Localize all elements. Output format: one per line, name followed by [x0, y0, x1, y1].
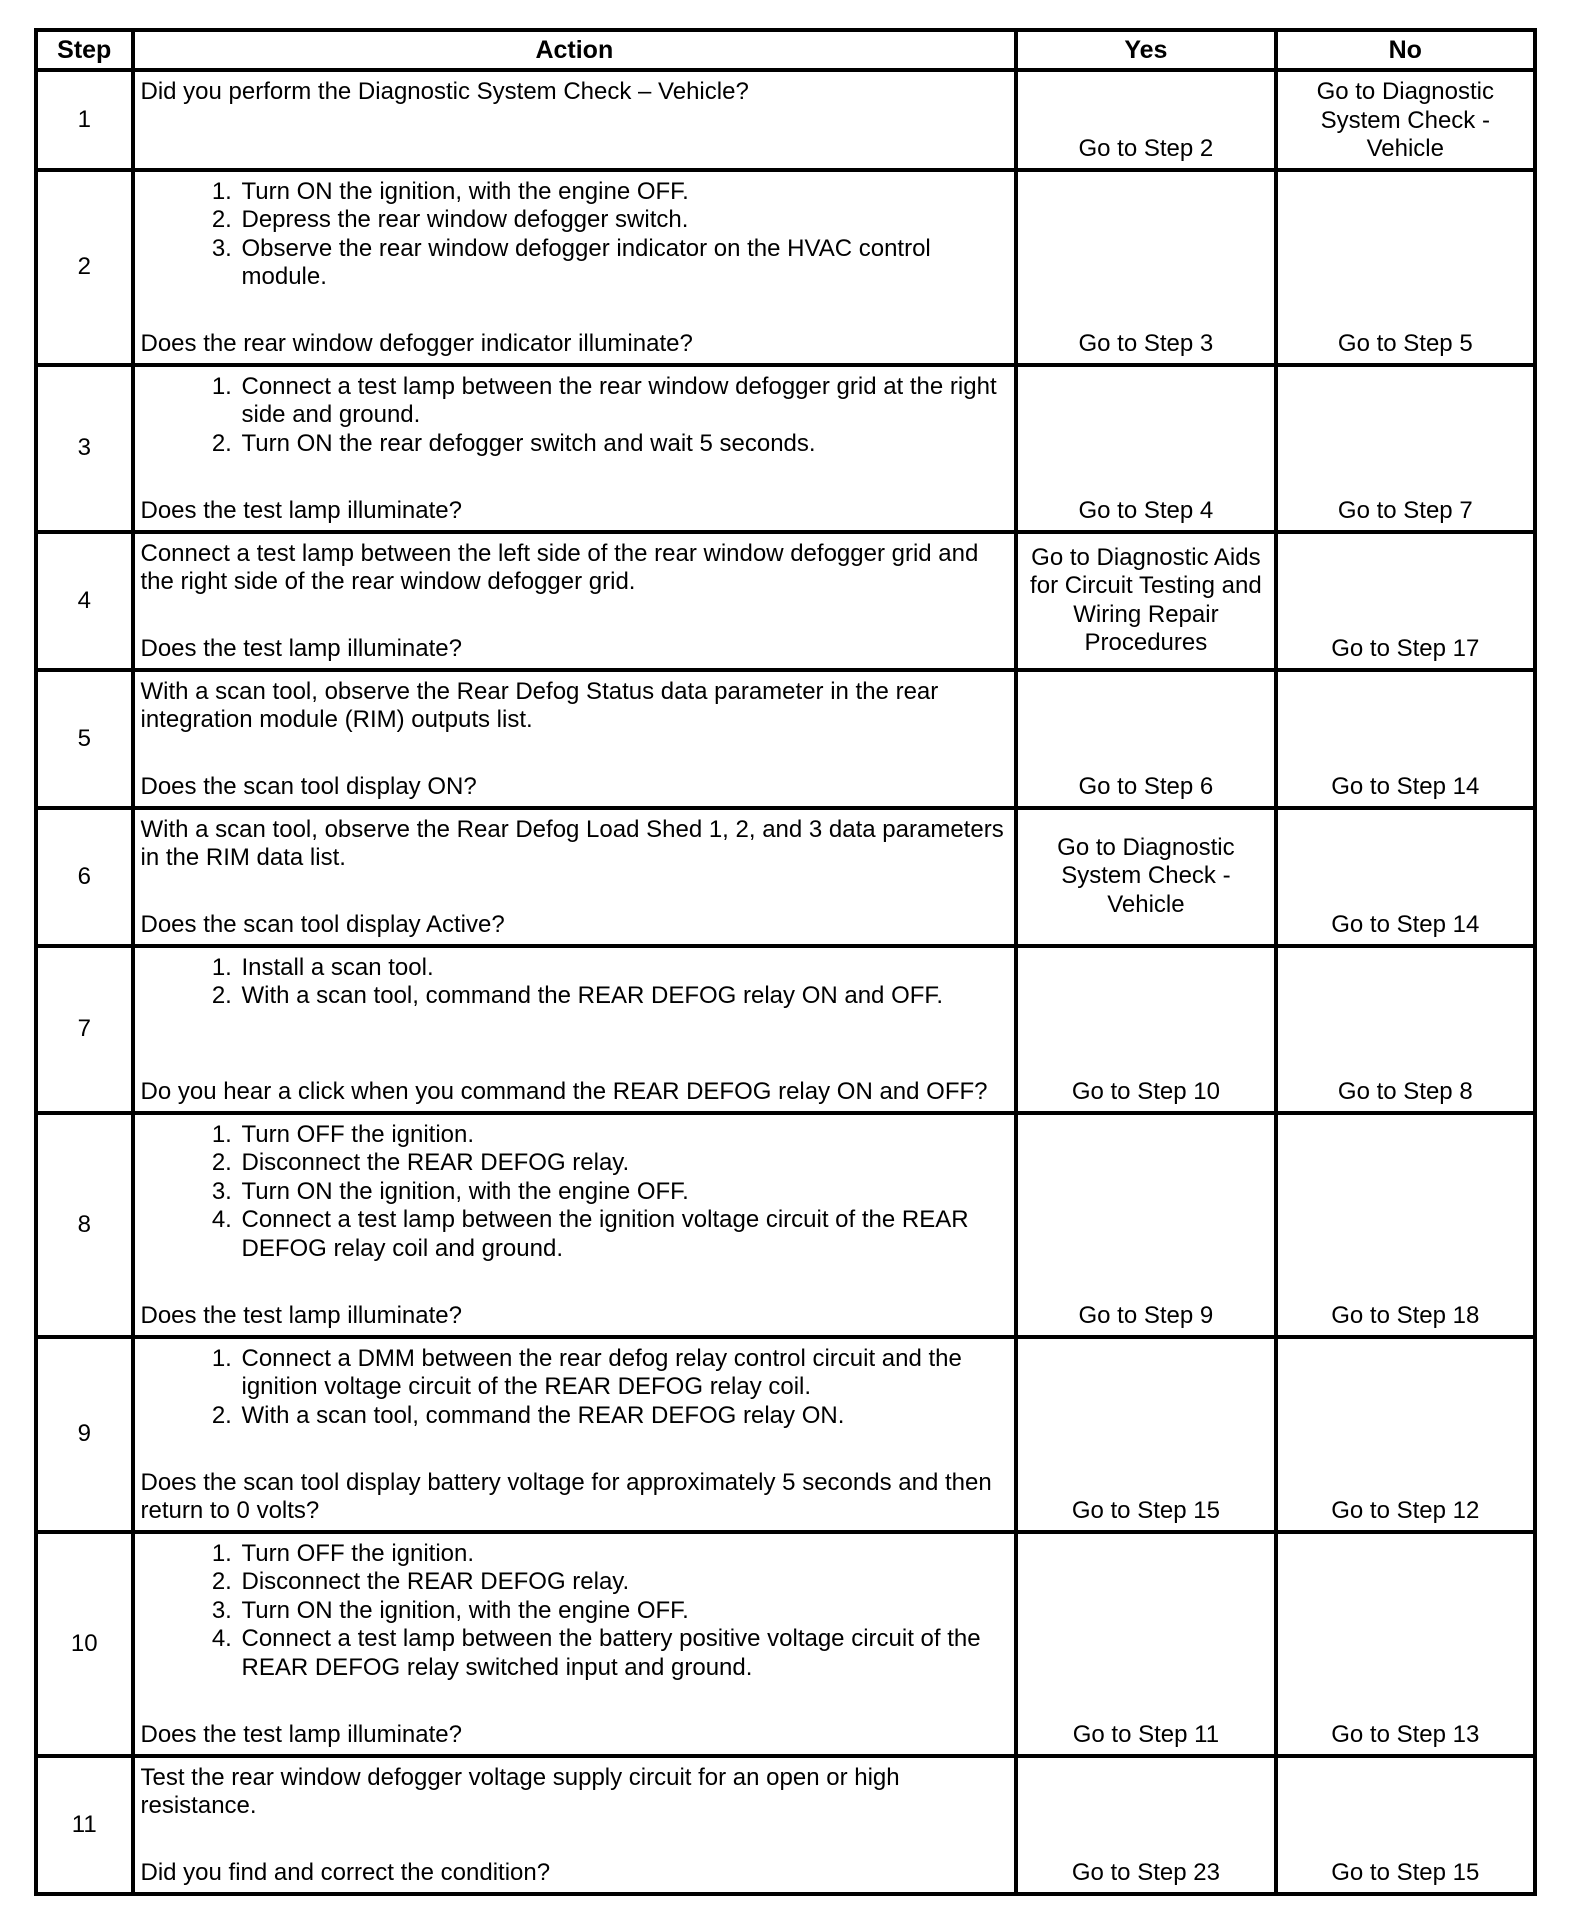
action-step-item: 3. Turn ON the ignition, with the engine OFF.: [239, 1178, 1009, 1207]
action-question: Do you hear a click when you command the REAR DEFOG relay ON and OFF?: [140, 1078, 988, 1105]
action-step-item: 2. Disconnect the REAR DEFOG relay.: [239, 1149, 1009, 1178]
action-cell: [133, 70, 1017, 170]
table-row: [36, 170, 1535, 365]
action-cell: [133, 365, 1017, 532]
action-question: Does the rear window defogger indicator illuminate?: [140, 330, 693, 357]
no-result: Go to Step 12: [1276, 1337, 1535, 1532]
yes-result: Go to Step 11: [1016, 1532, 1275, 1756]
action-step-item: 2. With a scan tool, command the REAR DEFOG relay ON and OFF.: [239, 982, 1009, 1011]
action-instruction: Test the rear window defogger voltage supply circuit for an open or high resistance.: [140, 1763, 900, 1819]
action-step-item: 4. Connect a test lamp between the battery positive voltage circuit of the REAR DEFOG relay switched input and ground.: [239, 1625, 1009, 1682]
action-step-item: 3. Turn ON the ignition, with the engine OFF.: [239, 1597, 1009, 1626]
table-row: [36, 70, 1535, 170]
table-header-row: [36, 30, 1535, 70]
yes-result: Go to Step 23: [1016, 1756, 1275, 1894]
action-step-item: 1. Turn OFF the ignition.: [239, 1540, 1009, 1569]
no-result: Go to Step 17: [1276, 532, 1535, 670]
table-row: [36, 1337, 1535, 1532]
step-number: 2: [36, 170, 133, 365]
yes-result: Go to Step 4: [1016, 365, 1275, 532]
action-steps-list: [141, 373, 1009, 459]
action-instruction: With a scan tool, observe the Rear Defog Load Shed 1, 2, and 3 data parameters in the RIM data list.: [140, 815, 1004, 871]
action-step-item: 2. Disconnect the REAR DEFOG relay.: [239, 1568, 1009, 1597]
no-result: Go to Step 13: [1276, 1532, 1535, 1756]
action-step-item: 2. Turn ON the rear defogger switch and wait 5 seconds.: [239, 430, 1009, 459]
step-number: 11: [36, 1756, 133, 1894]
yes-result: Go to Step 3: [1016, 170, 1275, 365]
action-step-item: 2. Depress the rear window defogger switch.: [239, 206, 1009, 235]
no-result: Go to Step 5: [1276, 170, 1535, 365]
action-steps-list: [141, 1540, 1009, 1683]
action-step-item: 2. With a scan tool, command the REAR DEFOG relay ON.: [239, 1402, 1009, 1431]
table-row: [36, 1113, 1535, 1337]
action-cell: [133, 1113, 1017, 1337]
table-row: [36, 1756, 1535, 1894]
action-step-item: 4. Connect a test lamp between the ignition voltage circuit of the REAR DEFOG relay coil and ground.: [239, 1206, 1009, 1263]
action-question: Does the test lamp illuminate?: [140, 1302, 462, 1329]
table-row: [36, 365, 1535, 532]
action-step-item: 1. Turn OFF the ignition.: [239, 1121, 1009, 1150]
step-number: 6: [36, 808, 133, 946]
action-question: Does the scan tool display battery voltage for approximately 5 seconds and then return to 0 volts?: [140, 1468, 992, 1524]
step-number: 4: [36, 532, 133, 670]
action-cell: [133, 1532, 1017, 1756]
action-question: Does the test lamp illuminate?: [140, 497, 462, 524]
table-row: [36, 670, 1535, 808]
no-result: Go to Step 14: [1276, 670, 1535, 808]
action-steps-list: [141, 1121, 1009, 1264]
action-step-item: 1. Turn ON the ignition, with the engine OFF.: [239, 178, 1009, 207]
step-number: 9: [36, 1337, 133, 1532]
action-cell: [133, 170, 1017, 365]
header-step: Step: [36, 30, 133, 70]
step-number: 10: [36, 1532, 133, 1756]
table-row: [36, 808, 1535, 946]
table-row: [36, 1532, 1535, 1756]
step-number: 5: [36, 670, 133, 808]
action-step-item: 1. Connect a DMM between the rear defog relay control circuit and the ignition voltage circuit of the REAR DEFOG relay coil.: [239, 1345, 1009, 1402]
yes-result: Go to Step 15: [1016, 1337, 1275, 1532]
action-cell: [133, 1337, 1017, 1532]
action-cell: [133, 670, 1017, 808]
action-step-item: 1. Connect a test lamp between the rear window defogger grid at the right side and ground.: [239, 373, 1009, 430]
action-question: Does the scan tool display Active?: [140, 911, 505, 938]
action-steps-list: [141, 1345, 1009, 1431]
action-question: Does the scan tool display ON?: [140, 773, 477, 800]
action-cell: [133, 532, 1017, 670]
action-step-item: 3. Observe the rear window defogger indicator on the HVAC control module.: [239, 235, 1009, 292]
step-number: 7: [36, 946, 133, 1113]
no-result: Go to Step 8: [1276, 946, 1535, 1113]
table-row: [36, 532, 1535, 670]
diagnostic-table: [34, 28, 1537, 1896]
action-instruction: With a scan tool, observe the Rear Defog Status data parameter in the rear integration module (RIM) outputs list.: [140, 677, 939, 733]
no-result: Go to Step 18: [1276, 1113, 1535, 1337]
step-number: 8: [36, 1113, 133, 1337]
yes-result: Go to Step 10: [1016, 946, 1275, 1113]
yes-result: Go to Step 2: [1016, 70, 1275, 170]
no-result: Go to Step 7: [1276, 365, 1535, 532]
yes-result: Go to Diagnostic Aids for Circuit Testing and Wiring Repair Procedures: [1016, 532, 1275, 670]
no-result: Go to Step 15: [1276, 1756, 1535, 1894]
table-body: [36, 70, 1535, 1894]
yes-result: Go to Step 6: [1016, 670, 1275, 808]
action-cell: [133, 1756, 1017, 1894]
action-instruction: Did you perform the Diagnostic System Check – Vehicle?: [140, 78, 749, 105]
action-question: Did you find and correct the condition?: [140, 1859, 551, 1886]
yes-result: Go to Diagnostic System Check - Vehicle: [1016, 808, 1275, 946]
action-instruction: Connect a test lamp between the left side of the rear window defogger grid and the right side of the rear window defogger grid.: [140, 539, 979, 595]
yes-result: Go to Step 9: [1016, 1113, 1275, 1337]
no-result: Go to Diagnostic System Check - Vehicle: [1276, 70, 1535, 170]
step-number: 3: [36, 365, 133, 532]
step-number: 1: [36, 70, 133, 170]
header-no: No: [1276, 30, 1535, 70]
action-question: Does the test lamp illuminate?: [140, 1721, 462, 1748]
action-question: Does the test lamp illuminate?: [140, 635, 462, 662]
action-cell: [133, 946, 1017, 1113]
action-cell: [133, 808, 1017, 946]
table-row: [36, 946, 1535, 1113]
action-steps-list: [141, 178, 1009, 292]
header-yes: Yes: [1016, 30, 1275, 70]
action-steps-list: [141, 954, 1009, 1011]
action-step-item: 1. Install a scan tool.: [239, 954, 1009, 983]
no-result: Go to Step 14: [1276, 808, 1535, 946]
header-action: Action: [133, 30, 1017, 70]
